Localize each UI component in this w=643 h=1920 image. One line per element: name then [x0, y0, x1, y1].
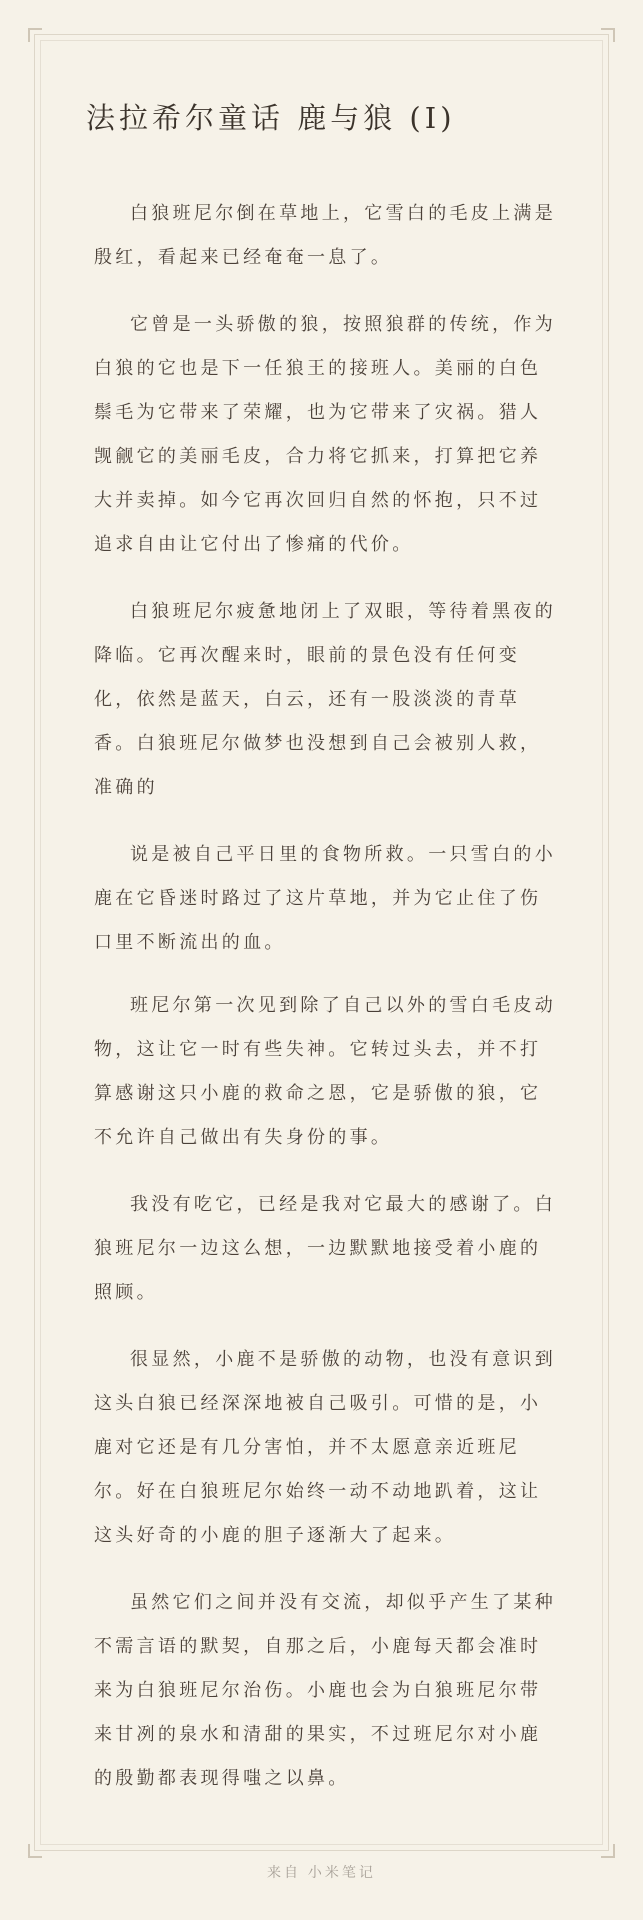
frame-corner-ornament: [601, 1844, 615, 1858]
body-paragraph: 班尼尔第一次见到除了自己以外的雪白毛皮动物，这让它一时有些失神。它转过头去，并不打算感谢这只小鹿的救命之恩，它是骄傲的狼，它不允许自己做出有失身份的事。: [94, 995, 556, 1148]
note-title: 法拉希尔童话 鹿与狼 (I): [86, 101, 456, 135]
body-paragraph: 白狼班尼尔疲惫地闭上了双眼，等待着黑夜的降临。它再次醒来时，眼前的景色没有任何变化，依然是蓝天，白云，还有一股淡淡的青草香。白狼班尼尔做梦也没想到自己会被别人救，准确的: [94, 601, 556, 798]
frame-corner-ornament: [28, 1844, 42, 1858]
body-paragraph: 它曾是一头骄傲的狼，按照狼群的传统，作为白狼的它也是下一任狼王的接班人。美丽的白色鬃毛为它带来了荣耀，也为它带来了灾祸。猎人觊觎它的美丽毛皮，合力将它抓来，打算把它养大并卖掉。如今它再次回归自然的怀抱，只不过追求自由让它付出了惨痛的代价。: [94, 314, 556, 555]
body-paragraph: 我没有吃它，已经是我对它最大的感谢了。白狼班尼尔一边这么想，一边默默地接受着小鹿的照顾。: [94, 1194, 556, 1303]
body-paragraph: 白狼班尼尔倒在草地上，它雪白的毛皮上满是殷红，看起来已经奄奄一息了。: [94, 203, 556, 268]
frame-corner-ornament: [28, 28, 42, 42]
source-footer: 来自 小米笔记: [267, 1864, 376, 1880]
body-paragraph: 说是被自己平日里的食物所救。一只雪白的小鹿在它昏迷时路过了这片草地，并为它止住了伤口里不断流出的血。: [94, 844, 556, 953]
body-paragraph: 很显然，小鹿不是骄傲的动物，也没有意识到这头白狼已经深深地被自己吸引。可惜的是，小鹿对它还是有几分害怕，并不太愿意亲近班尼尔。好在白狼班尼尔始终一动不动地趴着，这让这头好奇的小鹿的胆子逐渐大了起来。: [94, 1349, 556, 1546]
note-body: [94, 192, 558, 1824]
frame-corner-ornament: [601, 28, 615, 42]
body-paragraph: 虽然它们之间并没有交流，却似乎产生了某种不需言语的默契，自那之后，小鹿每天都会准时来为白狼班尼尔治伤。小鹿也会为白狼班尼尔带来甘冽的泉水和清甜的果实，不过班尼尔对小鹿的殷勤都表现得嗤之以鼻。: [94, 1592, 556, 1789]
